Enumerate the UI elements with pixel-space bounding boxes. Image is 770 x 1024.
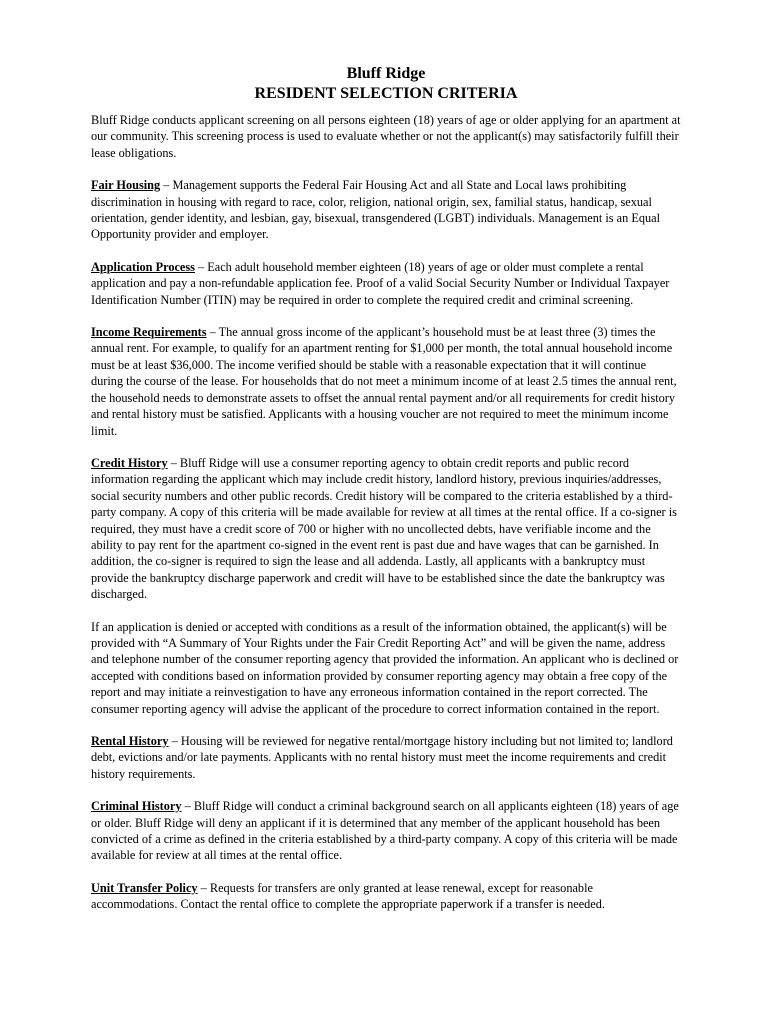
section-heading: Unit Transfer Policy [91,880,198,895]
section-text: – Housing will be reviewed for negative rental/mortgage history including but not limited to; landlord debt, evictions and/or late payments. Applicants with no rental history must meet the income requirements and credit history requirements. [91,734,673,781]
section-heading: Criminal History [91,799,182,814]
document-title-block [91,64,681,104]
section-heading: Fair Housing [91,178,161,193]
section-application-process [91,259,681,308]
document-page [91,64,681,929]
intro-paragraph: Bluff Ridge conducts applicant screening on all persons eighteen (18) years of age or older applying for an apartment at our community. This screening process is used to evaluate whether or not the applicant(s) may satisfactorily fulfill their lease obligations. [91,113,681,160]
section-criminal-history [91,798,681,864]
document-subtitle: RESIDENT SELECTION CRITERIA [254,85,518,102]
section-heading: Rental History [91,734,169,748]
section-text: – Management supports the Federal Fair Housing Act and all State and Local laws prohibiting discrimination in housing with regard to race, color, religion, national origin, sex, familial status, handicap, sexual orientation, gender identity, and lesbian, gay, bisexual, transgendered (LGBT) individuals. Management is an Equal Opportunity provider and employer. [91,178,661,242]
section-heading: Credit History [91,455,168,470]
section-income-requirements [91,324,681,439]
section-text: – The annual gross income of the applicant’s household must be at least three (3) times the annual rent. For example, to qualify for an apartment renting for $1,000 per month, the total annual household income must be at least $36,000. The income verified should be stable with a reasonable expectation that it will continue during the course of the lease. For households that do not meet a minimum income of at least 2.5 times the annual rent, the household needs to demonstrate assets to offset the annual rental payment and/or all requirements for credit history and rental history must be satisfied. Applicants with a housing voucher are not required to meet the minimum income limit. [91,325,677,438]
section-unit-transfer-policy [91,880,681,913]
section-text: – Bluff Ridge will use a consumer reporting agency to obtain credit reports and public record information regarding the applicant which may include credit history, landlord history, previous inquiries/addresses, social security numbers and other public records. Credit history will be compared to the criteria established by a third-party company. A copy of this criteria will be made available for review at all times at the rental office. If a co-signer is required, they must have a credit score of 700 or higher with no uncollected debts, have verifiable income and the ability to pay rent for the apartment co-signed in the event rent is past due and have wages that can be garnished. In addition, the co-signer is required to sign the lease and all addenda. Lastly, all applicants with a bankruptcy must provide the bankruptcy discharge paperwork and credit will have to be established since the date the bankruptcy was discharged. [91,455,677,602]
document-title: Bluff Ridge [346,65,426,82]
section-rental-history [91,733,681,782]
section-text: – Bluff Ridge will conduct a criminal background search on all applicants eighteen (18) years of age or older. Bluff Ridge will deny an applicant if it is determined that any member of the applicant household has been convicted of a crime as defined in the criteria established by a third-party company. A copy of this criteria will be made available for review at all times at the rental office. [91,799,679,863]
section-text: – Each adult household member eighteen (18) years of age or older must complete a rental application and pay a non-refundable application fee. Proof of a valid Social Security Number or Individual Taxpayer Identification Number (ITIN) may be required in order to complete the required credit and criminal screening. [91,259,670,307]
section-heading: Income Requirements [91,325,207,340]
section-heading: Application Process [91,259,195,274]
section-fair-housing [91,177,681,243]
adverse-action-paragraph: If an application is denied or accepted with conditions as a result of the information obtained, the applicant(s) will be provided with “A Summary of Your Rights under the Fair Credit Reporting Act” and will be given the name, address and telephone number of the consumer reporting agency that provided the information. An applicant who is declined or accepted with conditions based on information provided by consumer reporting agency may obtain a free copy of the report and may initiate a reinvestigation to have any erroneous information contained in the report corrected. The consumer reporting agency will advise the applicant of the procedure to correct information contained in the report. [91,619,679,716]
section-text: – Requests for transfers are only granted at lease renewal, except for reasonable accommodations. Contact the rental office to complete the appropriate paperwork if a transfer is needed. [91,880,605,912]
section-credit-history [91,455,681,603]
